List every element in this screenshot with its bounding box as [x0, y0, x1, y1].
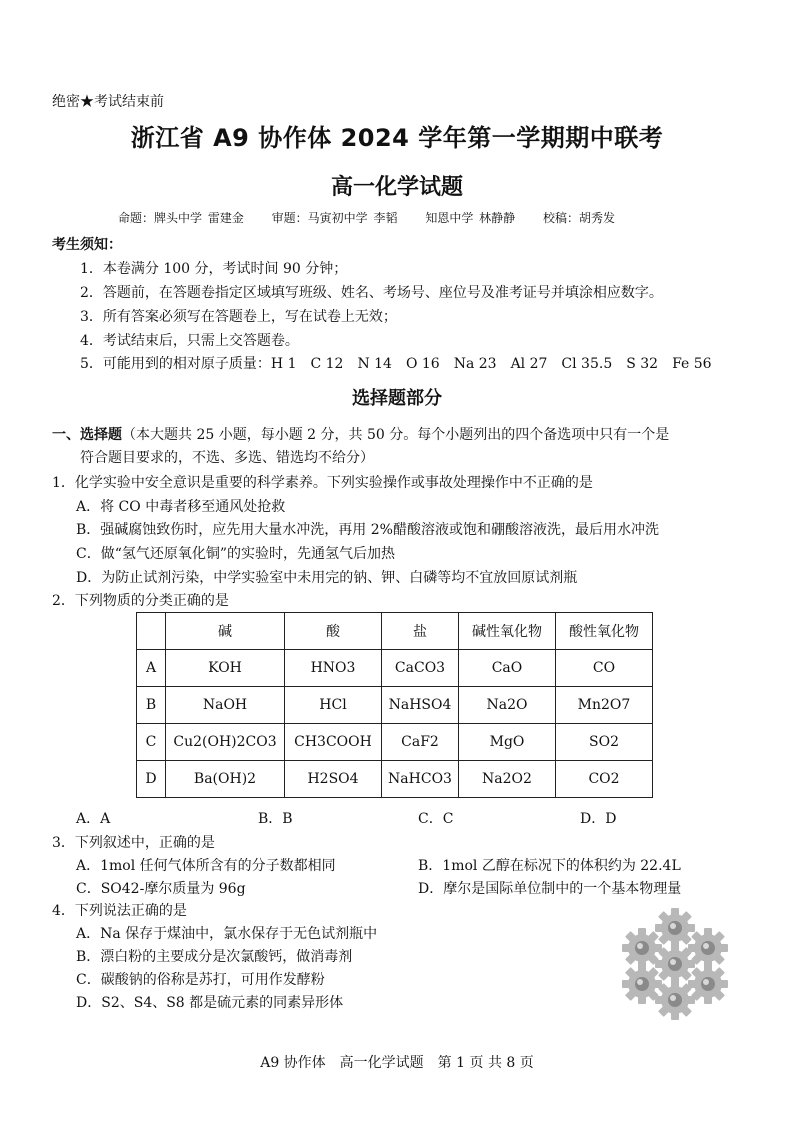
gear-icon [655, 944, 695, 984]
gear-icon [655, 908, 695, 948]
question-4-option-b: B．漂白粉的主要成分是次氯酸钙，做消毒剂 [76, 949, 353, 965]
table-header-cell: 碱 [166, 613, 285, 650]
cell-base: Ba(OH)2 [166, 761, 285, 798]
question-3-option-b: B．1mol 乙醇在标况下的体积约为 22.4L [418, 858, 681, 874]
gear-cluster-graphic [620, 906, 730, 1021]
table-row [137, 724, 653, 761]
gear-cluster-icon [620, 906, 730, 1021]
question-4-option-a: A．Na 保存于煤油中，氯水保存于无色试剂瓶中 [76, 926, 378, 942]
table-header-cell: 盐 [382, 613, 459, 650]
cell-acidic-oxide: CO2 [556, 761, 653, 798]
author-proposer: 命题：牌头中学 雷建金 [118, 211, 244, 225]
cell-salt: NaHSO4 [382, 687, 459, 724]
authors-line [118, 209, 637, 226]
part-description-2: 符合题目要求的，不选、多选、错选均不给分） [80, 450, 374, 466]
cell-acidic-oxide: CO [556, 650, 653, 687]
section-title: 选择题部分 [352, 388, 442, 409]
cell-basic-oxide: Na2O [459, 687, 556, 724]
cell-basic-oxide: CaO [459, 650, 556, 687]
table-header-cell [137, 613, 166, 650]
row-label: B [137, 687, 166, 724]
cell-salt: CaF2 [382, 724, 459, 761]
table-header-cell: 酸 [285, 613, 382, 650]
cell-base: Cu2(OH)2CO3 [166, 724, 285, 761]
cell-salt: NaHCO3 [382, 761, 459, 798]
cell-acidic-oxide: SO2 [556, 724, 653, 761]
question-4-option-c: C．碳酸钠的俗称是苏打，可用作发酵粉 [76, 972, 325, 988]
cell-base: KOH [166, 650, 285, 687]
question-1-stem: 1．化学实验中安全意识是重要的科学素养。下列实验操作或事故处理操作中不正确的是 [52, 475, 593, 491]
cell-acid: H2SO4 [285, 761, 382, 798]
notice-item: 5．可能用到的相对原子质量：H 1 C 12 N 14 O 16 Na 23 Al 27 Cl 35.5 S 32 Fe 56 [80, 356, 712, 372]
notice-item: 3．所有答案必须写在答题卷上，写在试卷上无效； [80, 309, 397, 325]
table-header-row [137, 613, 653, 650]
question-1-option-c: C．做“氢气还原氧化铜”的实验时，先通氢气后加热 [76, 546, 396, 562]
cell-acidic-oxide: Mn2O7 [556, 687, 653, 724]
exam-title: 浙江省 A9 协作体 2024 学年第一学期期中联考 [130, 124, 664, 152]
gear-icon [655, 980, 695, 1020]
cell-acid: HNO3 [285, 650, 382, 687]
author-reviewer-1: 审题：马寅初中学 李韬 [271, 211, 398, 225]
classification-table [136, 612, 653, 798]
question-4-option-d: D．S2、S4、S8 都是硫元素的同素异形体 [76, 995, 344, 1011]
question-1-option-b: B．强碱腐蚀致伤时，应先用大量水冲洗，再用 2%醋酸溶液或饱和硼酸溶液洗，最后用水冲洗 [76, 522, 659, 538]
cell-basic-oxide: Na2O2 [459, 761, 556, 798]
question-3-option-a: A．1mol 任何气体所含有的分子数都相同 [76, 858, 336, 874]
part-label: 一、选择题 [52, 427, 122, 443]
table-row [137, 761, 653, 798]
question-2-option-b: B．B [258, 811, 293, 827]
page-footer: A9 协作体 高一化学试题 第 1 页 共 8 页 [260, 1055, 534, 1071]
question-2-option-a: A．A [76, 811, 111, 827]
question-2-stem: 2．下列物质的分类正确的是 [52, 593, 229, 609]
cell-basic-oxide: MgO [459, 724, 556, 761]
part-intro [52, 424, 669, 444]
question-3-option-c: C．SO42-摩尔质量为 96g [76, 881, 246, 897]
part-description: （本大题共 25 小题，每小题 2 分，共 50 分。每个小题列出的四个备选项中只有一个是 [122, 427, 670, 443]
notice-item: 4．考试结束后，只需上交答题卷。 [80, 333, 299, 349]
cell-salt: CaCO3 [382, 650, 459, 687]
secret-label: 绝密★考试结束前 [52, 94, 164, 110]
question-4-stem: 4．下列说法正确的是 [52, 903, 187, 919]
author-reviewer-2: 知恩中学 林静静 [425, 211, 516, 225]
notice-item: 2．答题前，在答题卷指定区域填写班级、姓名、考场号、座位号及准考证号并填涂相应数字。 [80, 285, 663, 301]
question-2-option-d: D．D [580, 811, 617, 827]
row-label: A [137, 650, 166, 687]
question-3-stem: 3．下列叙述中，正确的是 [52, 835, 215, 851]
cell-base: NaOH [166, 687, 285, 724]
question-1-option-d: D．为防止试剂污染，中学实验室中未用完的钠、钾、白磷等均不宜放回原试剂瓶 [76, 570, 578, 586]
question-2-option-c: C．C [418, 811, 454, 827]
table-row [137, 687, 653, 724]
question-1-option-a: A．将 CO 中毒者移至通风处抢救 [76, 499, 286, 515]
table-header-cell: 酸性氧化物 [556, 613, 653, 650]
table-row [137, 650, 653, 687]
notice-item: 1．本卷满分 100 分，考试时间 90 分钟； [80, 261, 348, 277]
notice-heading: 考生须知： [52, 237, 122, 253]
row-label: D [137, 761, 166, 798]
cell-acid: CH3COOH [285, 724, 382, 761]
cell-acid: HCl [285, 687, 382, 724]
question-3-option-d: D．摩尔是国际单位制中的一个基本物理量 [418, 881, 682, 897]
author-proofreader: 校稿：胡秀发 [542, 211, 615, 225]
exam-subtitle: 高一化学试题 [330, 175, 463, 200]
table-header-cell: 碱性氧化物 [459, 613, 556, 650]
row-label: C [137, 724, 166, 761]
